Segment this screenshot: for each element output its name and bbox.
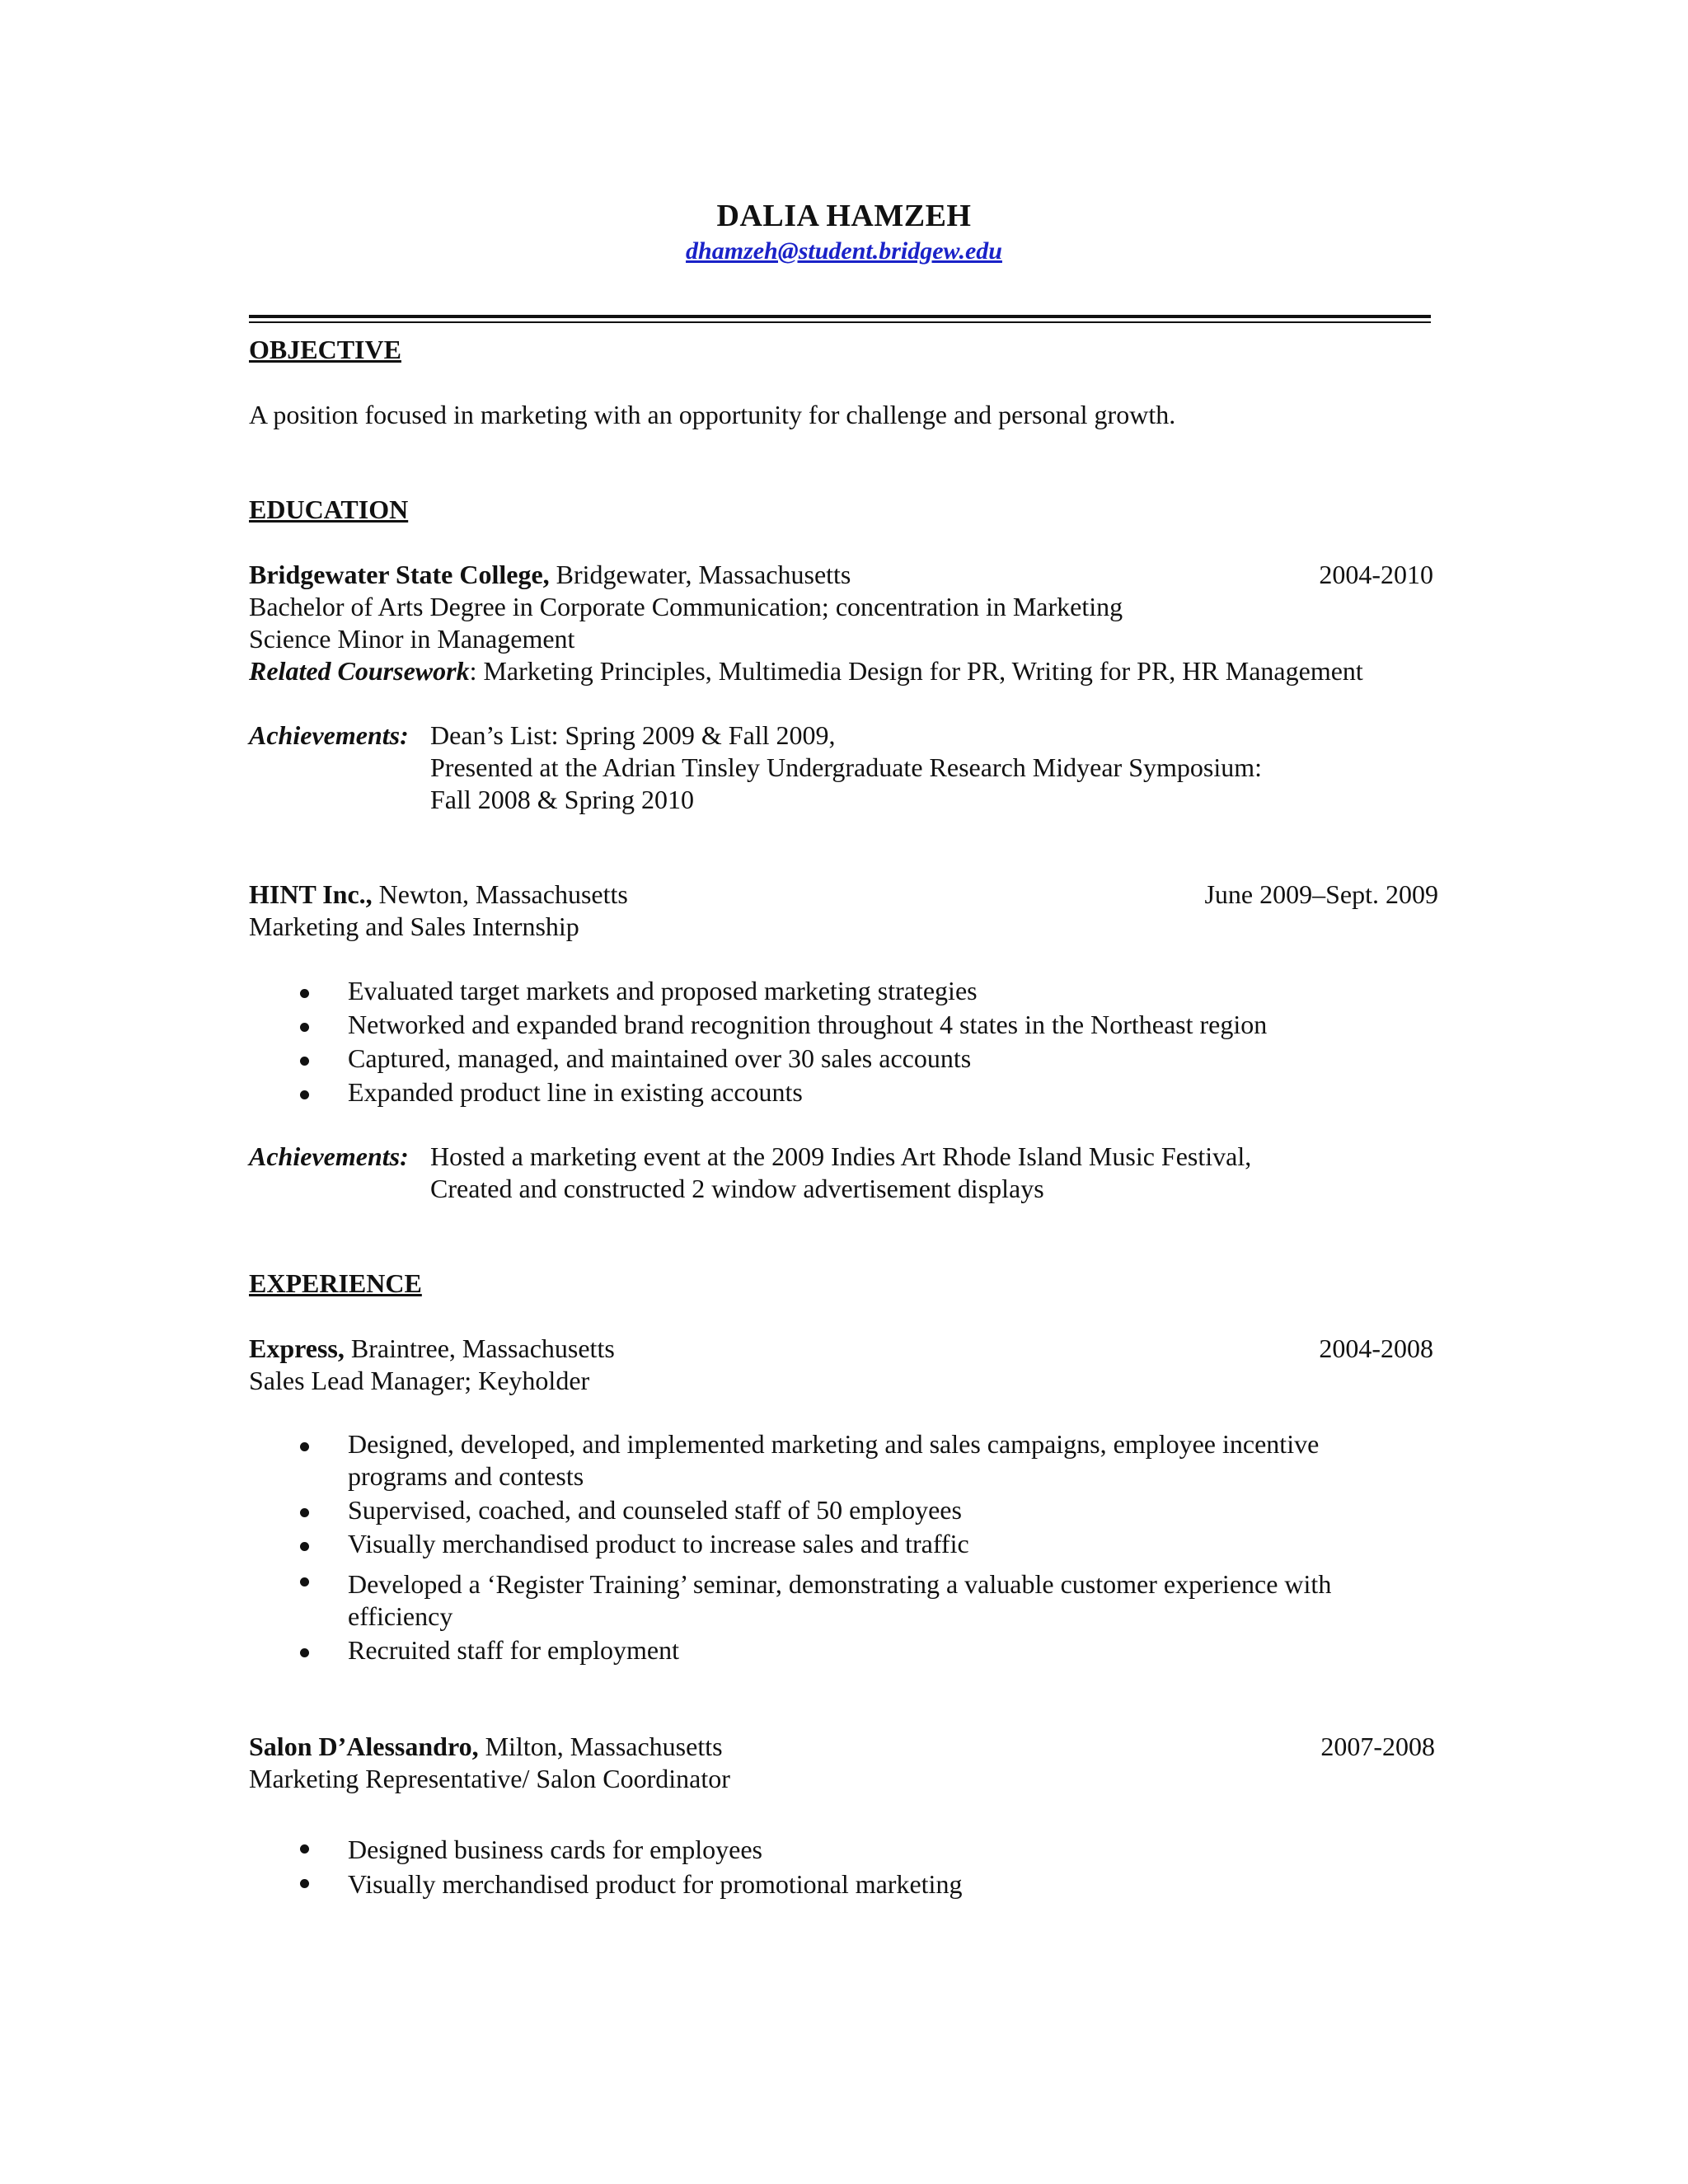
job-bullet: Supervised, coached, and counseled staff of 50 employees xyxy=(348,1495,962,1525)
job-dates: 2004-2008 xyxy=(1319,1333,1433,1363)
internship-bullet: Evaluated target markets and proposed marketing strategies xyxy=(348,976,978,1005)
internship-bullet: Captured, managed, and maintained over 30 sales accounts xyxy=(348,1043,972,1073)
bullet-icon xyxy=(300,1577,309,1586)
internship-title: Marketing and Sales Internship xyxy=(249,912,579,941)
internship-bullet: Expanded product line in existing accounts xyxy=(348,1077,803,1107)
coursework-line xyxy=(249,655,1363,687)
job-location: Braintree, Massachusetts xyxy=(350,1333,615,1363)
bullet-icon xyxy=(300,1090,309,1099)
bullet-icon xyxy=(300,1879,309,1888)
bullet-icon xyxy=(300,1023,309,1032)
education-heading: EDUCATION xyxy=(249,494,409,524)
degree-line: Bachelor of Arts Degree in Corporate Communication; concentration in Marketing xyxy=(249,592,1123,621)
education-achievement-item: Dean’s List: Spring 2009 & Fall 2009, xyxy=(430,720,836,750)
job-bullet: Developed a ‘Register Training’ seminar, demonstrating a valuable customer experience with xyxy=(348,1569,1332,1599)
job-bullet-continuation: efficiency xyxy=(348,1601,453,1631)
education-achievements-label: Achievements: xyxy=(249,720,409,750)
header-divider-thin xyxy=(249,321,1431,323)
job-bullet: Designed business cards for employees xyxy=(348,1835,762,1864)
objective-text: A position focused in marketing with an opportunity for challenge and personal growth. xyxy=(249,400,1176,429)
internship-achievement-item: Hosted a marketing event at the 2009 Indies Art Rhode Island Music Festival, xyxy=(430,1141,1252,1171)
job-title: Sales Lead Manager; Keyholder xyxy=(249,1366,590,1395)
bullet-icon xyxy=(300,1844,309,1854)
job-bullet: Recruited staff for employment xyxy=(348,1635,679,1665)
school-line xyxy=(249,559,851,591)
job-title: Marketing Representative/ Salon Coordinator xyxy=(249,1764,730,1793)
internship-bullet: Networked and expanded brand recognition throughout 4 states in the Northeast region xyxy=(348,1010,1268,1039)
job-bullet: Designed, developed, and implemented marketing and sales campaigns, employee incentive xyxy=(348,1429,1320,1459)
bullet-icon xyxy=(300,989,309,998)
internship-location: Newton, Massachusetts xyxy=(378,879,628,909)
internship-company: HINT Inc., xyxy=(249,879,373,909)
job-line xyxy=(249,1731,723,1763)
experience-heading: EXPERIENCE xyxy=(249,1268,422,1298)
education-achievement-item: Fall 2008 & Spring 2010 xyxy=(430,785,695,814)
coursework-label: Related Coursework xyxy=(249,656,470,686)
education-achievement-item: Presented at the Adrian Tinsley Undergraduate Research Midyear Symposium: xyxy=(430,752,1262,782)
bullet-icon xyxy=(300,1648,309,1657)
job-company: Express, xyxy=(249,1333,345,1363)
bullet-icon xyxy=(300,1442,309,1451)
job-line xyxy=(249,1333,615,1365)
internship-line xyxy=(249,879,628,911)
job-dates: 2007-2008 xyxy=(1320,1732,1435,1761)
school-dates: 2004-2010 xyxy=(1319,560,1433,589)
job-bullet: Visually merchandised product for promotional marketing xyxy=(348,1869,963,1899)
internship-dates: June 2009–Sept. 2009 xyxy=(1204,879,1438,909)
job-bullet-continuation: programs and contests xyxy=(348,1461,584,1491)
internship-achievement-item: Created and constructed 2 window advertisement displays xyxy=(430,1174,1044,1203)
candidate-name: DALIA HAMZEH xyxy=(716,199,972,233)
job-company: Salon D’Alessandro, xyxy=(249,1732,479,1761)
school-name: Bridgewater State College, xyxy=(249,560,550,589)
job-location: Milton, Massachusetts xyxy=(485,1732,723,1761)
objective-heading: OBJECTIVE xyxy=(249,335,401,364)
email-link[interactable]: dhamzeh@student.bridgew.edu xyxy=(686,237,1002,265)
header-divider-thick xyxy=(249,315,1431,318)
bullet-icon xyxy=(300,1057,309,1066)
bullet-icon xyxy=(300,1508,309,1517)
school-location: Bridgewater, Massachusetts xyxy=(556,560,851,589)
coursework-list: : Marketing Principles, Multimedia Design for PR, Writing for PR, HR Management xyxy=(469,656,1363,686)
job-bullet: Visually merchandised product to increase sales and traffic xyxy=(348,1529,969,1558)
bullet-icon xyxy=(300,1542,309,1551)
minor-line: Science Minor in Management xyxy=(249,624,575,654)
internship-achievements-label: Achievements: xyxy=(249,1141,409,1171)
